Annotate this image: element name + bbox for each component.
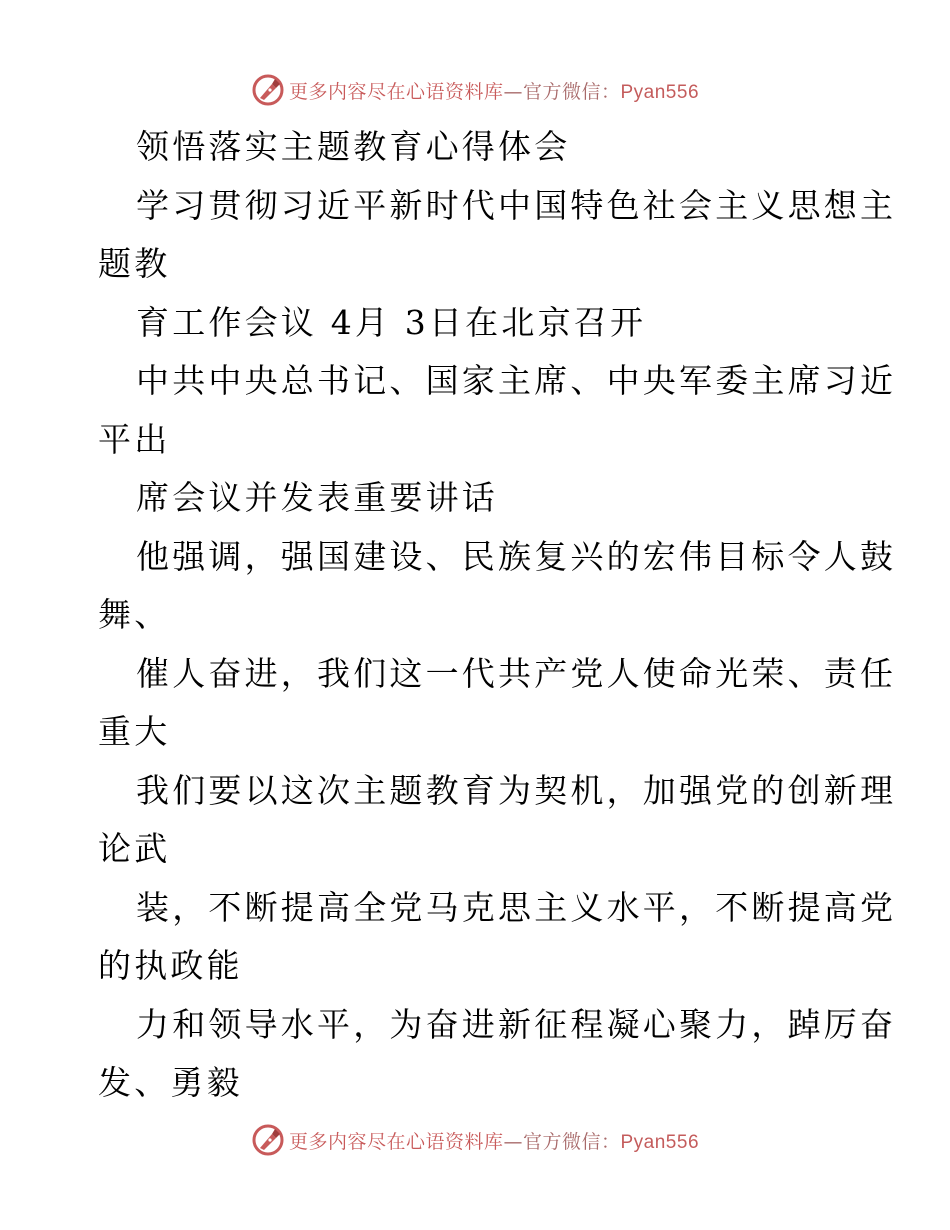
paragraph-line: 的执政能 [98, 946, 243, 985]
watermark-main-text: 更多内容尽在心语资料库 [288, 1130, 504, 1153]
watermark-separator: — [503, 1130, 523, 1153]
paragraph-line: 我们要以这次主题教育为契机，加强党的创新理 [136, 770, 897, 810]
paragraph-line: 力和领导水平，为奋进新征程凝心聚力，踔厉奋 [136, 1004, 897, 1044]
paragraph-line: 装，不断提高全党马克思主义水平，不断提高党 [136, 887, 897, 927]
watermark-wechat-id: Pyan556 [620, 1131, 700, 1153]
paragraph-line: 席会议并发表重要讲话 [136, 478, 498, 517]
pen-nib-logo-icon [251, 73, 285, 107]
document-body [98, 118, 897, 1113]
header-watermark [0, 70, 950, 110]
watermark-text [289, 77, 699, 104]
paragraph-line: 中共中央总书记、国家主席、中央军委主席习近 [136, 361, 897, 400]
watermark-sub-text: 官方微信： [522, 80, 621, 103]
paragraph-line: 舞、 [98, 595, 171, 634]
paragraph-line: 发、勇毅 [98, 1063, 243, 1102]
watermark-separator: — [503, 80, 523, 103]
paragraph-line: 催人奋进，我们这一代共产党人使命光荣、责任 [136, 653, 897, 693]
paragraph-line: 重大 [98, 712, 171, 751]
paragraph-line: 育工作会议 4月 3日在北京召开 [136, 302, 647, 342]
watermark-wechat-id: Pyan556 [620, 81, 700, 103]
watermark-text [289, 1127, 699, 1154]
paragraph-line: 学习贯彻习近平新时代中国特色社会主义思想主 [136, 185, 897, 225]
watermark-main-text: 更多内容尽在心语资料库 [288, 80, 504, 103]
paragraph-line: 他强调，强国建设、民族复兴的宏伟目标令人鼓 [136, 536, 897, 576]
footer-watermark [0, 1120, 950, 1160]
paragraph-line: 平出 [98, 419, 171, 459]
pen-nib-logo-icon [251, 1123, 285, 1157]
paragraph-line: 题教 [98, 244, 171, 283]
paragraph-line: 论武 [98, 829, 171, 868]
document-title: 领悟落实主题教育心得体会 [136, 127, 571, 166]
watermark-sub-text: 官方微信： [522, 1130, 621, 1153]
